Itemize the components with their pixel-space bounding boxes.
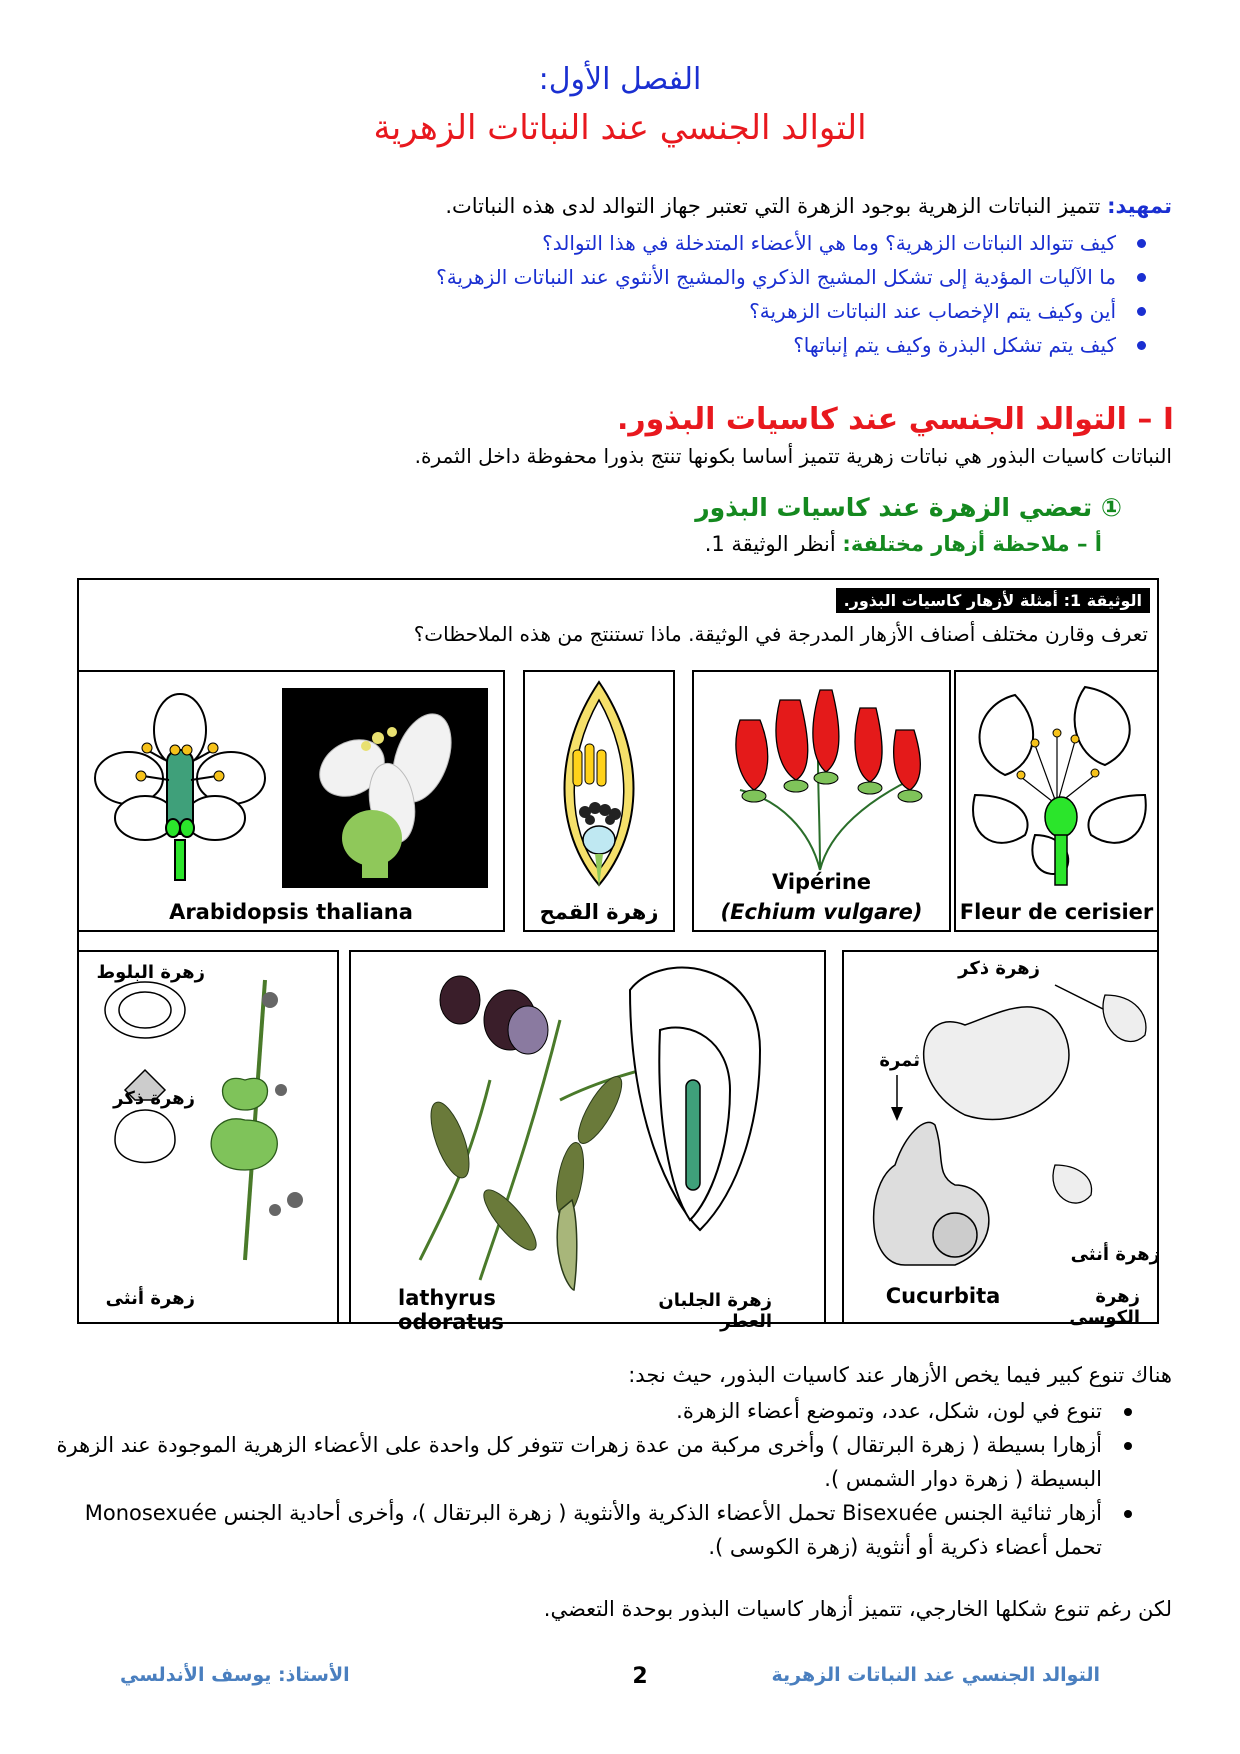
conclusion-intro: هناك تنوع كبير فيما يخص الأزهار عند كاسيات البذور، حيث نجد:: [628, 1363, 1172, 1387]
caption-cucurbita: زهرة الكوسى: [1069, 1286, 1140, 1328]
section-number: I –: [1137, 402, 1174, 437]
chapter-title: التوالد الجنسي عند النباتات الزهرية: [373, 108, 867, 148]
intro-label: تمهيد:: [1107, 194, 1172, 218]
question-list: [62, 226, 1172, 362]
viperine-flower-icon: [700, 680, 940, 870]
label-oak-male: زهرة ذكر: [113, 1088, 195, 1109]
arabidopsis-photo-icon: [282, 688, 488, 888]
question-item: أين وكيف يتم الإخصاب عند النباتات الزهرية؟: [62, 294, 1172, 328]
caption-wheat: زهرة القمح: [539, 900, 659, 924]
caption-cucurbita-latin: Cucurbita: [885, 1284, 1001, 1308]
caption-cherry: Fleur de cerisier: [959, 900, 1154, 924]
oak-flowers-icon: [95, 970, 325, 1280]
label-oak: زهرة البلوط: [96, 962, 205, 983]
subsection-heading: ① تعضي الزهرة عند كاسيات البذور: [695, 493, 1122, 522]
question-item: كيف تتوالد النباتات الزهرية؟ وما هي الأعضاء المتدخلة في هذا التوالد؟: [62, 226, 1172, 260]
cherry-flower-icon: [965, 685, 1151, 885]
conclusion-item: أزهارا بسيطة ( زهرة البرتقال ) وأخرى مركبة من عدة زهرات تتوفر كل واحدة على الأعضاء الزهرية الموجودة عند الزهرة البسيطة ( زهرة دوار الشمس ).: [52, 1428, 1172, 1496]
intro-paragraph: [62, 190, 1172, 222]
caption-viperine: Vipérine: [771, 870, 872, 894]
caption-lathyrus-latin: lathyrus odoratus: [398, 1286, 504, 1334]
cucurbita-plant-icon: [855, 965, 1150, 1275]
subsection-a-text: أنظر الوثيقة 1.: [704, 532, 843, 556]
document-1-question: تعرف وقارن مختلف أصناف الأزهار المدرجة في الوثيقة. ماذا تستنتج من هذه الملاحظات؟: [413, 622, 1148, 646]
intro-text: تتميز النباتات الزهرية بوجود الزهرة التي تعتبر جهاز التوالد لدى هذه النباتات.: [445, 194, 1108, 218]
caption-viperine-latin: (Echium vulgare): [720, 900, 923, 924]
label-fruit: ثمرة: [879, 1050, 920, 1071]
conclusion-item: أزهار ثنائية الجنس Bisexuée تحمل الأعضاء الذكرية والأنثوية ( زهرة البرتقال )، وأخرى أحادية الجنس Monosexuée تحمل أعضاء ذكرية أو أنثوية (زهرة الكوسى ).: [52, 1496, 1172, 1564]
lathyrus-plant-icon: [360, 960, 815, 1290]
chapter-heading: الفصل الأول:: [538, 62, 702, 97]
question-item: كيف يتم تشكل البذرة وكيف يتم إنباتها؟: [62, 328, 1172, 362]
caption-arabidopsis: Arabidopsis thaliana: [169, 900, 413, 924]
caption-lathyrus: زهرة الجلبان العطر: [658, 1290, 772, 1332]
section-heading: [64, 402, 1174, 437]
document-1-tag: الوثيقة 1: أمثلة لأزهار كاسيات البذور.: [836, 588, 1150, 613]
question-item: ما الآليات المؤدية إلى تشكل المشيج الذكري والمشيج الأنثوي عند النباتات الزهرية؟: [62, 260, 1172, 294]
conclusion-final: لكن رغم تنوع شكلها الخارجي، تتميز أزهار كاسيات البذور بوحدة التعضي.: [543, 1597, 1172, 1621]
footer-author: الأستاذ: يوسف الأندلسي: [120, 1664, 350, 1686]
section-text: النباتات كاسيات البذور هي نباتات زهرية تتميز أساسا بكونها تنتج بذورا محفوظة داخل الثمرة.: [414, 444, 1172, 468]
label-cucurbita-male: زهرة ذكر: [958, 958, 1040, 979]
footer-title: التوالد الجنسي عند النباتات الزهرية: [771, 1664, 1100, 1686]
page-number: 2: [632, 1664, 648, 1689]
subsection-a-label: أ – ملاحظة أزهار مختلفة:: [842, 532, 1102, 556]
conclusion-list: [52, 1394, 1172, 1564]
arabidopsis-diagram-icon: [95, 690, 265, 880]
conclusion-item: تنوع في لون، شكل، عدد، وتموضع أعضاء الزهرة.: [52, 1394, 1172, 1428]
section-title: التوالد الجنسي عند كاسيات البذور.: [616, 402, 1127, 437]
subsection-a: [102, 532, 1102, 556]
wheat-floret-icon: [535, 680, 663, 890]
label-cucurbita-female: زهرة أنثى: [1070, 1244, 1160, 1265]
label-oak-female: زهرة أنثى: [105, 1288, 195, 1309]
